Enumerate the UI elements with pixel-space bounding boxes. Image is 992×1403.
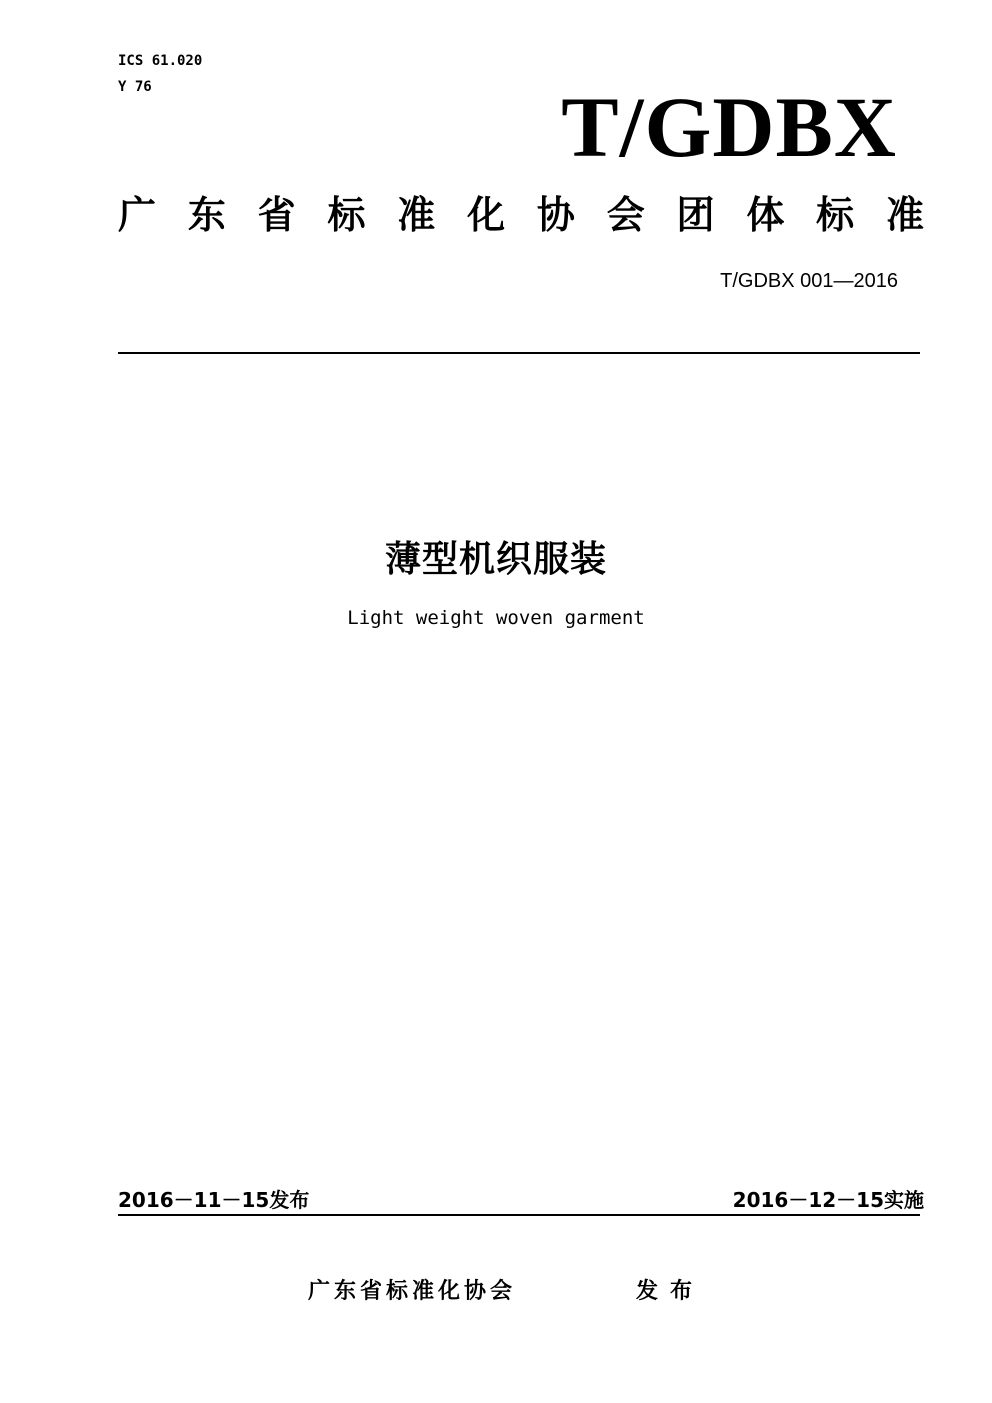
issue-date: 2016－11－15发布: [118, 1188, 310, 1212]
publisher-name: 广东省标准化协会: [308, 1279, 517, 1304]
standard-number: T/GDBX 001—2016: [720, 270, 898, 292]
org-title-char: 团: [676, 193, 715, 237]
org-title-char: 标: [816, 193, 855, 237]
top-divider: [118, 352, 920, 354]
org-title-char: 东: [187, 193, 226, 237]
org-title-char: 会: [606, 193, 645, 237]
org-title-char: 体: [746, 193, 785, 237]
implementation-date: 2016－12－15实施: [732, 1188, 924, 1212]
bottom-divider: [118, 1214, 920, 1216]
publish-label: 发布: [636, 1279, 705, 1304]
ics-code: ICS 61.020: [118, 53, 203, 69]
org-title-char: 省: [257, 193, 296, 237]
document-title-chinese: 薄型机织服装: [384, 539, 607, 580]
org-title-char: 化: [467, 193, 506, 237]
ccs-code: Y 76: [118, 79, 152, 95]
organization-title: [118, 193, 924, 237]
org-title-char: 准: [397, 193, 436, 237]
org-title-char: 标: [327, 193, 366, 237]
org-title-char: 广: [118, 193, 157, 237]
org-title-char: 协: [536, 193, 575, 237]
org-title-char: 准: [885, 193, 924, 237]
document-title-english: Light weight woven garment: [347, 607, 645, 629]
standard-logo: T/GDBX: [561, 79, 897, 175]
